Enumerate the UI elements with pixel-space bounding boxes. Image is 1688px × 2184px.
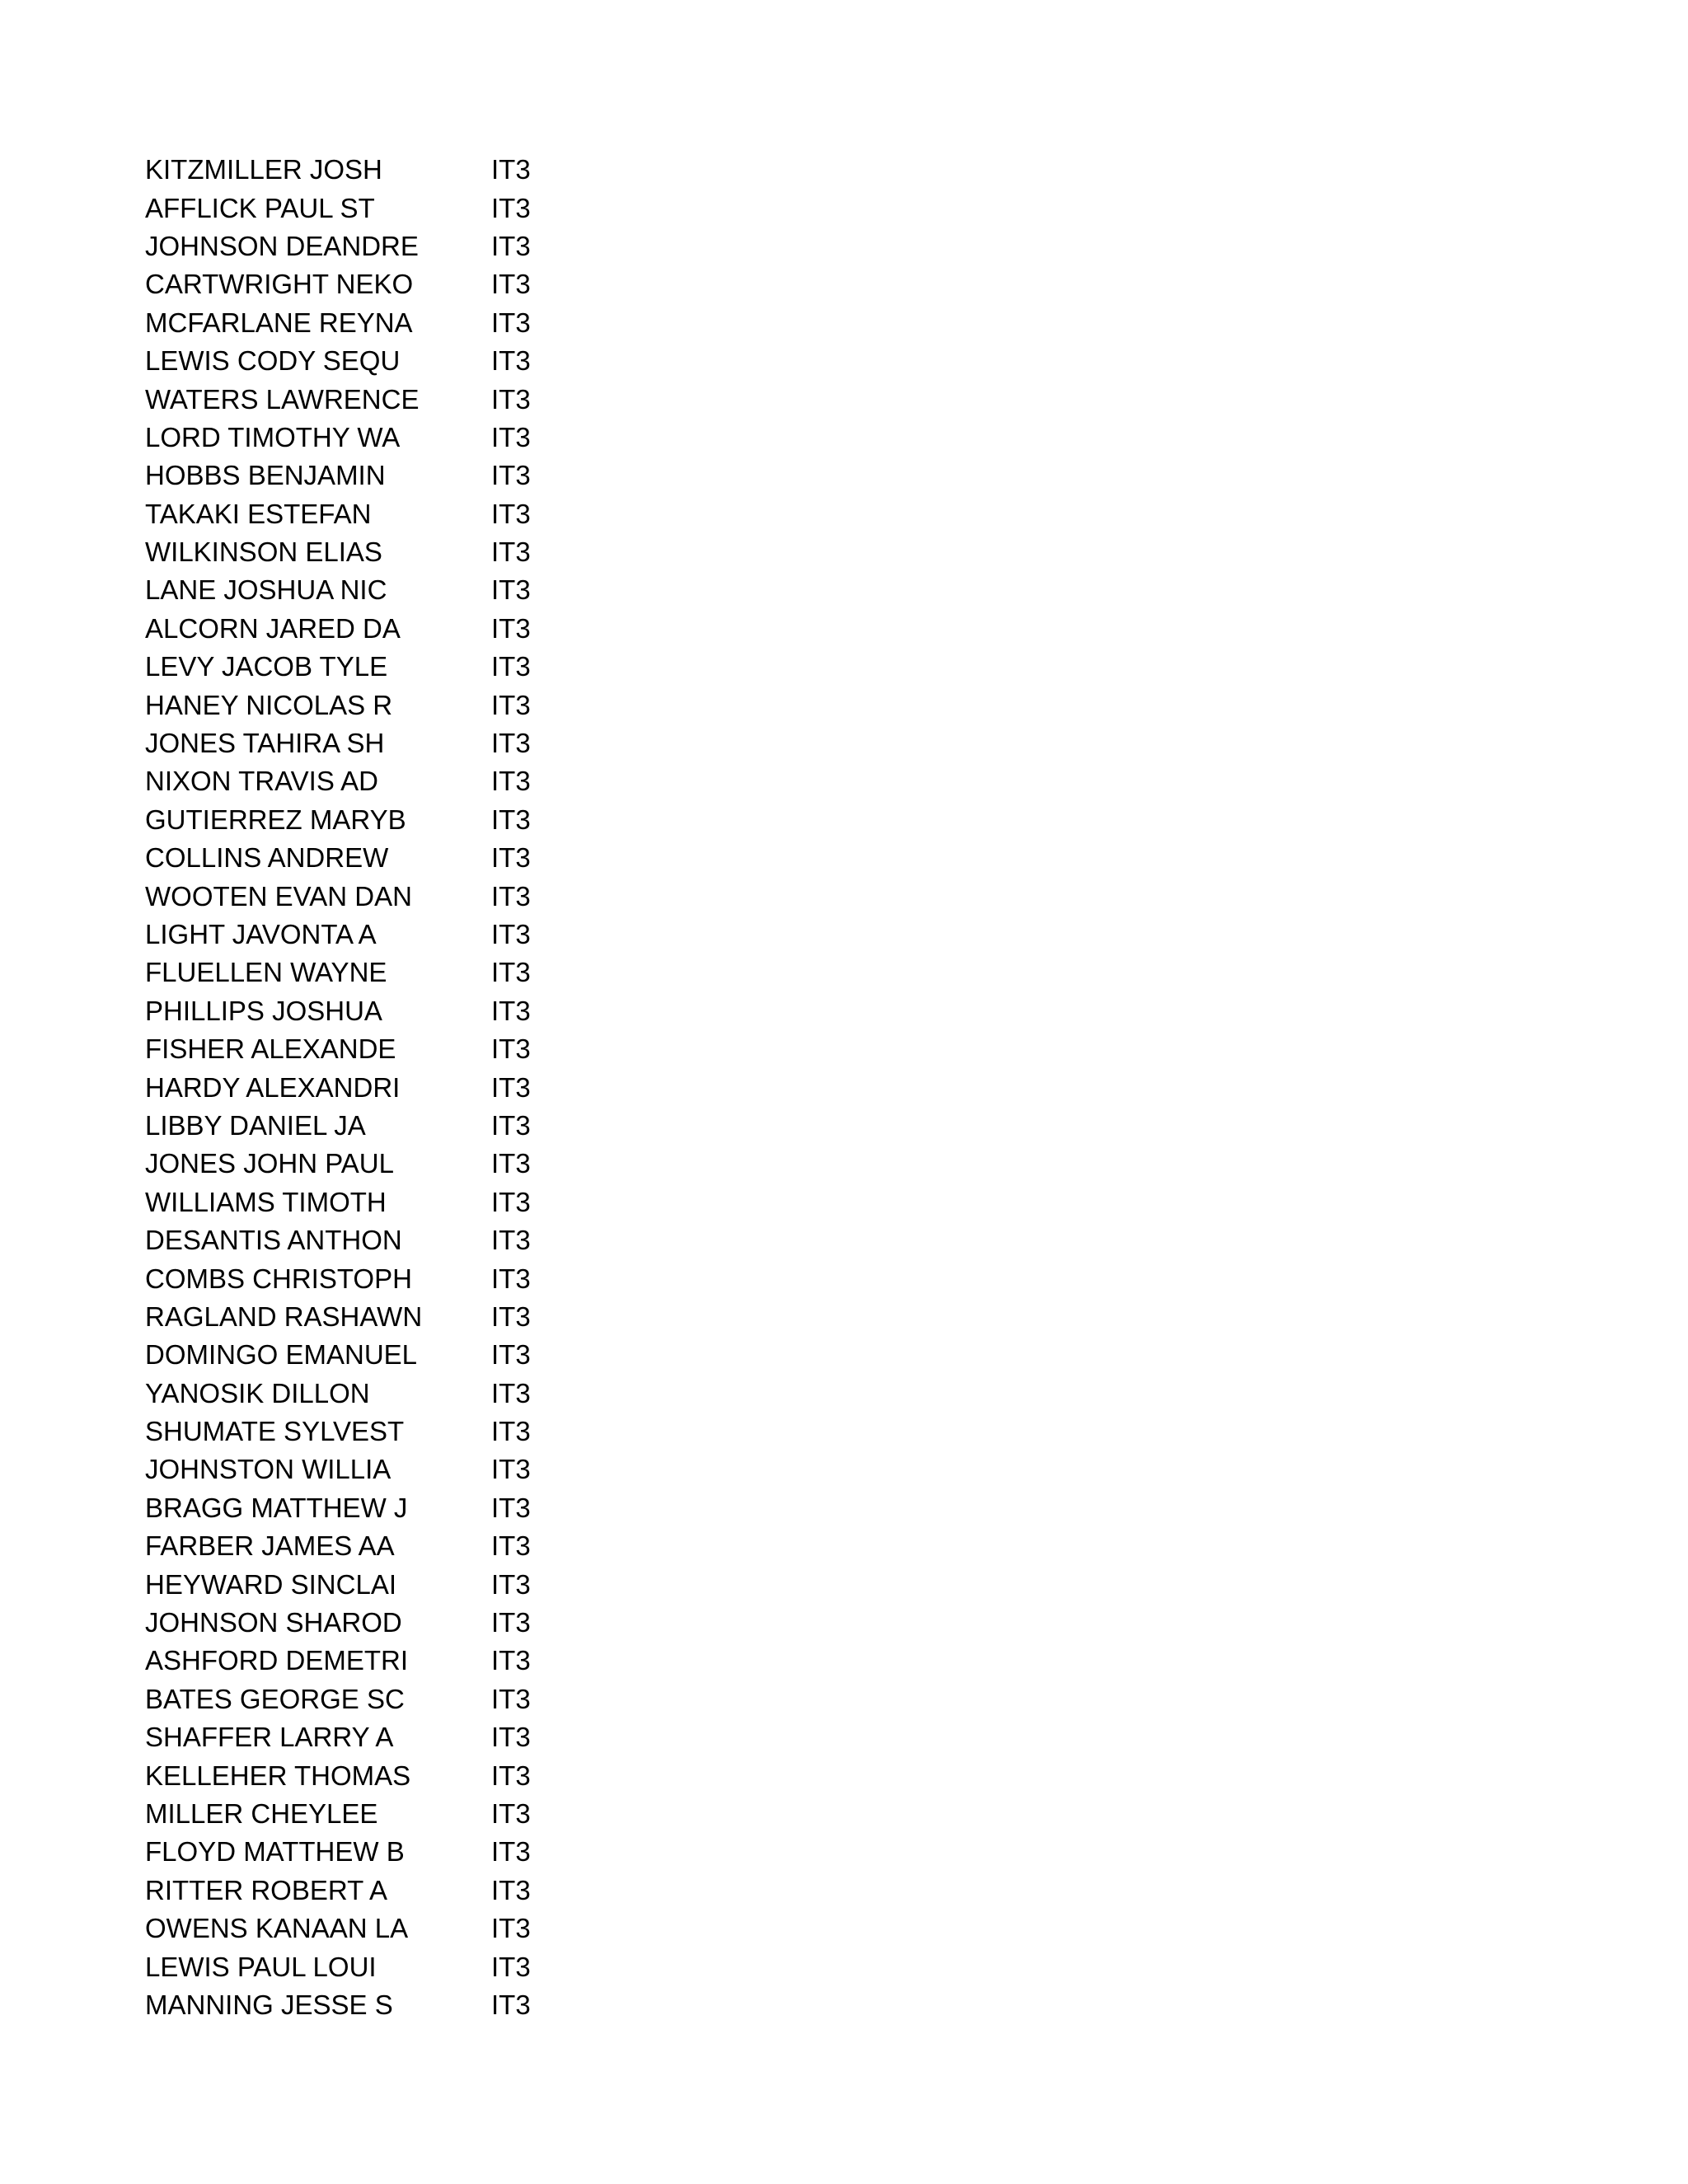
member-rate: IT3 — [491, 1071, 531, 1103]
roster-row — [145, 1833, 722, 1871]
member-name: FARBER JAMES AA — [145, 1530, 395, 1562]
member-rate: IT3 — [491, 1186, 531, 1217]
member-rate: IT3 — [491, 689, 531, 720]
member-name: DESANTIS ANTHON — [145, 1225, 402, 1256]
member-rate: IT3 — [491, 957, 531, 988]
member-rate: IT3 — [491, 1301, 531, 1332]
roster-row — [145, 1527, 722, 1565]
roster-row — [145, 1451, 722, 1488]
member-rate: IT3 — [491, 612, 531, 644]
member-name: MCFARLANE REYNA — [145, 307, 413, 338]
member-name: TAKAKI ESTEFAN — [145, 498, 372, 529]
roster-row — [145, 419, 722, 457]
roster-row — [145, 533, 722, 571]
member-name: LEWIS PAUL LOUI — [145, 1951, 377, 1982]
member-rate: IT3 — [491, 1683, 531, 1714]
member-rate: IT3 — [491, 1913, 531, 1944]
member-rate: IT3 — [491, 498, 531, 529]
member-name: WILKINSON ELIAS — [145, 537, 382, 568]
member-rate: IT3 — [491, 1033, 531, 1065]
member-name: DOMINGO EMANUEL — [145, 1339, 418, 1371]
roster-list — [145, 151, 722, 2024]
member-name: LORD TIMOTHY WA — [145, 421, 401, 452]
roster-row — [145, 724, 722, 762]
roster-row — [145, 1910, 722, 1947]
roster-row — [145, 571, 722, 609]
member-rate: IT3 — [491, 1454, 531, 1485]
roster-row — [145, 1680, 722, 1718]
member-rate: IT3 — [491, 1760, 531, 1791]
member-rate: IT3 — [491, 766, 531, 797]
member-rate: IT3 — [491, 880, 531, 912]
member-rate: IT3 — [491, 1989, 531, 2020]
member-rate: IT3 — [491, 1951, 531, 1982]
roster-row — [145, 1375, 722, 1413]
member-rate: IT3 — [491, 537, 531, 568]
roster-row — [145, 877, 722, 915]
roster-row — [145, 610, 722, 648]
member-rate: IT3 — [491, 651, 531, 682]
member-name: ASHFORD DEMETRI — [145, 1645, 409, 1676]
member-name: MILLER CHEYLEE — [145, 1797, 378, 1829]
member-name: FLUELLEN WAYNE — [145, 957, 387, 988]
roster-row — [145, 1795, 722, 1833]
member-rate: IT3 — [491, 574, 531, 606]
member-rate: IT3 — [491, 919, 531, 949]
member-name: LIGHT JAVONTA A — [145, 919, 377, 949]
member-name: RAGLAND RASHAWN — [145, 1301, 423, 1332]
member-rate: IT3 — [491, 1874, 531, 1905]
member-name: LIBBY DANIEL JA — [145, 1109, 366, 1141]
member-rate: IT3 — [491, 1568, 531, 1600]
roster-row — [145, 189, 722, 227]
member-rate: IT3 — [491, 1836, 531, 1868]
roster-row — [145, 954, 722, 991]
member-name: BATES GEORGE SC — [145, 1683, 405, 1714]
member-rate: IT3 — [491, 307, 531, 338]
member-name: LANE JOSHUA NIC — [145, 574, 387, 606]
member-name: COLLINS ANDREW — [145, 842, 389, 874]
member-rate: IT3 — [491, 383, 531, 415]
roster-row — [145, 1336, 722, 1374]
roster-row — [145, 1413, 722, 1451]
member-rate: IT3 — [491, 1148, 531, 1179]
member-rate: IT3 — [491, 995, 531, 1026]
roster-row — [145, 916, 722, 954]
member-rate: IT3 — [491, 1645, 531, 1676]
member-name: JOHNSTON WILLIA — [145, 1454, 392, 1485]
member-rate: IT3 — [491, 345, 531, 377]
roster-row — [145, 1183, 722, 1221]
member-rate: IT3 — [491, 1416, 531, 1447]
member-name: LEVY JACOB TYLE — [145, 651, 388, 682]
member-name: SHUMATE SYLVEST — [145, 1416, 405, 1447]
member-name: CARTWRIGHT NEKO — [145, 269, 414, 300]
member-rate: IT3 — [491, 1797, 531, 1829]
member-name: FISHER ALEXANDE — [145, 1033, 396, 1065]
member-name: NIXON TRAVIS AD — [145, 766, 379, 797]
member-name: HANEY NICOLAS R — [145, 689, 393, 720]
member-name: FLOYD MATTHEW B — [145, 1836, 405, 1868]
member-name: JOHNSON DEANDRE — [145, 230, 419, 261]
roster-row — [145, 1872, 722, 1910]
member-name: GUTIERREZ MARYB — [145, 804, 406, 835]
member-name: JONES TAHIRA SH — [145, 728, 385, 759]
member-rate: IT3 — [491, 842, 531, 874]
member-name: HOBBS BENJAMIN — [145, 460, 386, 491]
member-rate: IT3 — [491, 804, 531, 835]
member-rate: IT3 — [491, 1607, 531, 1638]
roster-row — [145, 1642, 722, 1680]
member-name: PHILLIPS JOSHUA — [145, 995, 382, 1026]
member-rate: IT3 — [491, 192, 531, 223]
member-name: SHAFFER LARRY A — [145, 1722, 394, 1753]
roster-row — [145, 1068, 722, 1106]
roster-row — [145, 1298, 722, 1336]
member-name: BRAGG MATTHEW J — [145, 1492, 408, 1523]
roster-row — [145, 1145, 722, 1183]
member-rate: IT3 — [491, 1225, 531, 1256]
member-rate: IT3 — [491, 728, 531, 759]
roster-row — [145, 762, 722, 800]
member-name: YANOSIK DILLON — [145, 1377, 370, 1408]
roster-row — [145, 1565, 722, 1603]
roster-row — [145, 1489, 722, 1527]
member-rate: IT3 — [491, 230, 531, 261]
member-rate: IT3 — [491, 1377, 531, 1408]
member-rate: IT3 — [491, 269, 531, 300]
roster-row — [145, 1756, 722, 1794]
member-name: ALCORN JARED DA — [145, 612, 401, 644]
member-name: OWENS KANAAN LA — [145, 1913, 409, 1944]
member-name: HEYWARD SINCLAI — [145, 1568, 396, 1600]
member-rate: IT3 — [491, 1492, 531, 1523]
member-rate: IT3 — [491, 154, 531, 185]
roster-row — [145, 495, 722, 533]
roster-row — [145, 1221, 722, 1259]
roster-row — [145, 1259, 722, 1297]
member-rate: IT3 — [491, 1109, 531, 1141]
member-rate: IT3 — [491, 1263, 531, 1294]
member-name: COMBS CHRISTOPH — [145, 1263, 412, 1294]
member-name: HARDY ALEXANDRI — [145, 1071, 401, 1103]
roster-row — [145, 457, 722, 494]
roster-row — [145, 1947, 722, 1985]
roster-row — [145, 304, 722, 342]
member-rate: IT3 — [491, 1339, 531, 1371]
member-name: LEWIS CODY SEQU — [145, 345, 401, 377]
roster-row — [145, 801, 722, 839]
roster-row — [145, 151, 722, 189]
member-name: WILLIAMS TIMOTH — [145, 1186, 387, 1217]
member-name: JONES JOHN PAUL — [145, 1148, 394, 1179]
roster-row — [145, 1718, 722, 1756]
member-rate: IT3 — [491, 421, 531, 452]
roster-row — [145, 1604, 722, 1642]
member-name: WOOTEN EVAN DAN — [145, 880, 412, 912]
member-name: RITTER ROBERT A — [145, 1874, 388, 1905]
member-name: MANNING JESSE S — [145, 1989, 393, 2020]
roster-row — [145, 648, 722, 686]
roster-row — [145, 227, 722, 265]
member-name: WATERS LAWRENCE — [145, 383, 420, 415]
roster-row — [145, 839, 722, 877]
member-rate: IT3 — [491, 460, 531, 491]
roster-row — [145, 1030, 722, 1068]
roster-row — [145, 686, 722, 724]
member-rate: IT3 — [491, 1722, 531, 1753]
member-name: KELLEHER THOMAS — [145, 1760, 411, 1791]
roster-row — [145, 1986, 722, 2024]
roster-row — [145, 380, 722, 418]
member-name: JOHNSON SHAROD — [145, 1607, 402, 1638]
roster-row — [145, 342, 722, 380]
member-rate: IT3 — [491, 1530, 531, 1562]
member-name: AFFLICK PAUL ST — [145, 192, 375, 223]
roster-row — [145, 1107, 722, 1145]
member-name: KITZMILLER JOSH — [145, 154, 382, 185]
roster-row — [145, 992, 722, 1030]
roster-row — [145, 265, 722, 303]
